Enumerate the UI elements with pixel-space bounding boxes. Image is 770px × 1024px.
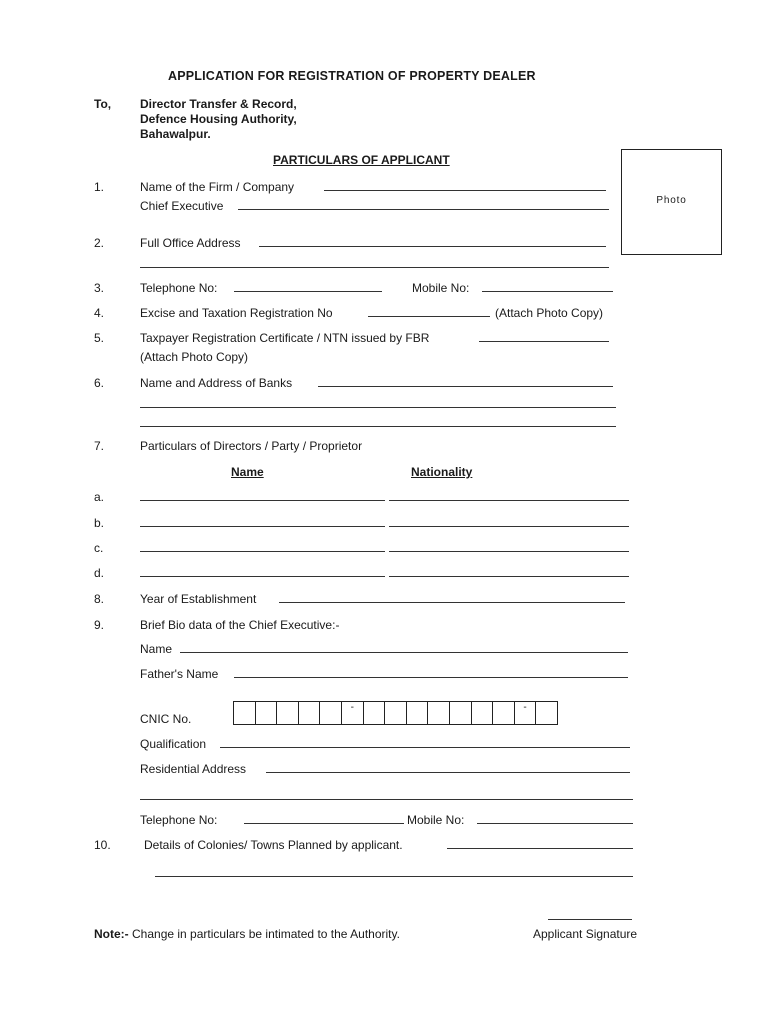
column-header-nationality: Nationality — [411, 465, 473, 479]
cnic-label: CNIC No. — [140, 712, 192, 726]
taxpayer-label: Taxpayer Registration Certificate / NTN issued by FBR — [140, 331, 430, 345]
address-line-2: Defence Housing Authority, — [140, 112, 297, 126]
telephone-2-field[interactable] — [244, 823, 404, 824]
item-number-8: 8. — [94, 592, 105, 606]
section-heading: PARTICULARS OF APPLICANT — [273, 153, 450, 167]
chief-executive-field[interactable] — [238, 209, 609, 210]
item-number-7: 7. — [94, 439, 105, 453]
banks-field-2[interactable] — [140, 407, 616, 408]
qualification-label: Qualification — [140, 737, 207, 751]
taxpayer-field[interactable] — [479, 341, 609, 342]
cnic-digit-box[interactable] — [320, 701, 342, 725]
office-address-field[interactable] — [259, 246, 606, 247]
residential-address-field[interactable] — [266, 772, 630, 773]
cnic-digit-box[interactable] — [407, 701, 429, 725]
address-line-1: Director Transfer & Record, — [140, 97, 297, 111]
cnic-separator-box: - — [342, 701, 364, 725]
cnic-digit-box[interactable] — [428, 701, 450, 725]
director-name-field[interactable] — [140, 526, 385, 527]
applicant-signature-label: Applicant Signature — [533, 927, 638, 941]
cnic-digit-box[interactable] — [493, 701, 515, 725]
banks-label: Name and Address of Banks — [140, 376, 293, 390]
cnic-digit-box[interactable] — [256, 701, 278, 725]
signature-line[interactable] — [548, 919, 632, 920]
telephone-label: Telephone No: — [140, 281, 218, 295]
address-line-3: Bahawalpur. — [140, 127, 211, 141]
banks-field[interactable] — [318, 386, 613, 387]
item-number-10: 10. — [94, 838, 111, 852]
mobile-2-label: Mobile No: — [407, 813, 465, 827]
excise-label: Excise and Taxation Registration No — [140, 306, 333, 320]
item-number-2: 2. — [94, 236, 105, 250]
note-label: Note:- — [94, 927, 129, 941]
cnic-digit-box[interactable] — [277, 701, 299, 725]
photo-label: Photo — [656, 195, 687, 206]
colonies-field[interactable] — [447, 848, 633, 849]
director-name-field[interactable] — [140, 500, 385, 501]
row-label-a: a. — [94, 490, 105, 504]
cnic-separator-box: - — [515, 701, 537, 725]
form-title: APPLICATION FOR REGISTRATION OF PROPERTY DEALER — [168, 69, 536, 83]
directors-label: Particulars of Directors / Party / Proprietor — [140, 439, 363, 453]
to-label: To, — [94, 97, 112, 111]
director-nationality-field[interactable] — [389, 551, 629, 552]
father-name-field[interactable] — [234, 677, 628, 678]
colonies-label: Details of Colonies/ Towns Planned by applicant. — [144, 838, 403, 852]
item-number-6: 6. — [94, 376, 105, 390]
director-name-field[interactable] — [140, 576, 385, 577]
firm-name-field[interactable] — [324, 190, 606, 191]
chief-executive-label: Chief Executive — [140, 199, 224, 213]
father-name-label: Father's Name — [140, 667, 219, 681]
director-name-field[interactable] — [140, 551, 385, 552]
banks-field-3[interactable] — [140, 426, 616, 427]
cnic-digit-box[interactable] — [364, 701, 386, 725]
photo-box[interactable] — [621, 149, 722, 255]
column-header-name: Name — [231, 465, 264, 479]
firm-name-label: Name of the Firm / Company — [140, 180, 295, 194]
residential-address-label: Residential Address — [140, 762, 247, 776]
note-text: Change in particulars be intimated to the Authority. — [128, 927, 400, 941]
item-number-3: 3. — [94, 281, 105, 295]
item-number-9: 9. — [94, 618, 105, 632]
row-label-c: c. — [94, 541, 104, 555]
mobile-label: Mobile No: — [412, 281, 470, 295]
item-number-5: 5. — [94, 331, 105, 345]
office-address-label: Full Office Address — [140, 236, 241, 250]
attach-photo-copy-2: (Attach Photo Copy) — [140, 350, 249, 364]
colonies-field-2[interactable] — [155, 876, 633, 877]
mobile-2-field[interactable] — [477, 823, 633, 824]
director-nationality-field[interactable] — [389, 576, 629, 577]
establishment-field[interactable] — [279, 602, 625, 603]
cnic-digit-box[interactable] — [472, 701, 494, 725]
row-label-b: b. — [94, 516, 105, 530]
office-address-field-2[interactable] — [140, 267, 609, 268]
cnic-digit-box[interactable] — [299, 701, 321, 725]
director-nationality-field[interactable] — [389, 526, 629, 527]
bio-name-label: Name — [140, 642, 173, 656]
cnic-digit-box[interactable] — [536, 701, 558, 725]
item-number-1: 1. — [94, 180, 105, 194]
telephone-2-label: Telephone No: — [140, 813, 218, 827]
director-nationality-field[interactable] — [389, 500, 629, 501]
cnic-digit-box[interactable] — [234, 701, 256, 725]
cnic-digit-box[interactable] — [450, 701, 472, 725]
qualification-field[interactable] — [220, 747, 630, 748]
telephone-field[interactable] — [234, 291, 382, 292]
establishment-label: Year of Establishment — [140, 592, 257, 606]
cnic-input-grid[interactable] — [233, 701, 558, 725]
excise-field[interactable] — [368, 316, 490, 317]
cnic-digit-box[interactable] — [385, 701, 407, 725]
residential-address-field-2[interactable] — [140, 799, 633, 800]
attach-photo-copy-1: (Attach Photo Copy) — [495, 306, 604, 320]
bio-name-field[interactable] — [180, 652, 628, 653]
bio-data-label: Brief Bio data of the Chief Executive:- — [140, 618, 340, 632]
row-label-d: d. — [94, 566, 105, 580]
note — [94, 927, 400, 941]
mobile-field[interactable] — [482, 291, 613, 292]
item-number-4: 4. — [94, 306, 105, 320]
